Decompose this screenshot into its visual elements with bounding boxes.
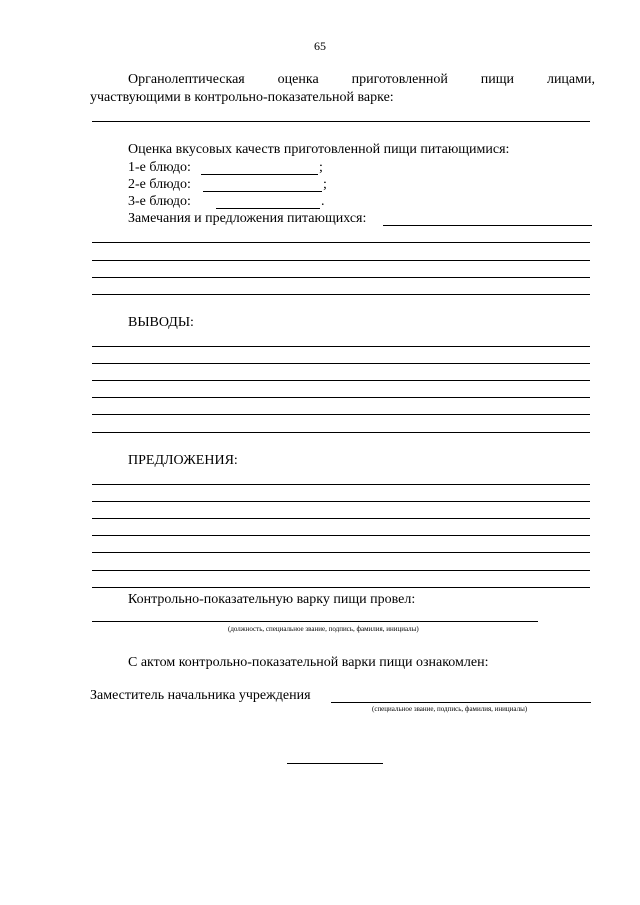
acquainted-label: С актом контрольно-показательной варки пищи ознакомлен: [128,655,489,670]
remarks-line [92,260,590,261]
dish1-label: 1-е блюдо: [128,160,191,175]
deputy-signature-line [331,702,591,703]
proposals-heading: ПРЕДЛОЖЕНИЯ: [128,453,238,468]
dish3-end: . [321,194,325,209]
conductor-label: Контрольно-показательную варку пищи провел: [128,592,416,607]
proposals-line [92,570,590,571]
conclusions-line [92,380,590,381]
proposals-line [92,535,590,536]
dish1-fill-line [201,174,318,175]
proposals-line [92,552,590,553]
organoleptic-word: оценка [277,72,319,87]
taste-heading: Оценка вкусовых качеств приготовленной пищи питающимися: [128,142,510,157]
organoleptic-word: приготовленной [351,72,448,87]
page-number: 65 [314,39,326,53]
organoleptic-fill-line [92,121,590,122]
remarks-fill-line [383,225,592,226]
conclusions-heading: ВЫВОДЫ: [128,315,194,330]
conclusions-line [92,346,590,347]
conclusions-line [92,432,590,433]
conclusions-line [92,414,590,415]
organoleptic-word: Органолептическая [128,72,245,87]
conclusions-line [92,397,590,398]
dish2-fill-line [203,191,322,192]
remarks-line [92,242,590,243]
proposals-line [92,501,590,502]
conclusions-line [92,363,590,364]
deputy-label: Заместитель начальника учреждения [90,688,311,703]
deputy-caption: (специальное звание, подпись, фамилия, инициалы) [372,705,528,713]
dish3-fill-line [216,208,320,209]
remarks-line [92,294,590,295]
proposals-line [92,484,590,485]
conductor-signature-line [92,621,538,622]
organoleptic-word: лицами, [546,72,595,87]
remarks-line [92,277,590,278]
dish2-label: 2-е блюдо: [128,177,191,192]
remarks-label: Замечания и предложения питающихся: [128,211,367,226]
organoleptic-line-1 [128,72,595,88]
dish1-end: ; [319,160,323,175]
organoleptic-word: пищи [480,72,515,87]
proposals-line [92,518,590,519]
dish2-end: ; [323,177,327,192]
conductor-caption: (должность, специальное звание, подпись, фамилия, инициалы) [228,625,419,633]
proposals-line [92,587,590,588]
dish3-label: 3-е блюдо: [128,194,191,209]
bottom-divider [287,763,383,764]
organoleptic-line-2: участвующими в контрольно-показательной варке: [90,90,394,105]
